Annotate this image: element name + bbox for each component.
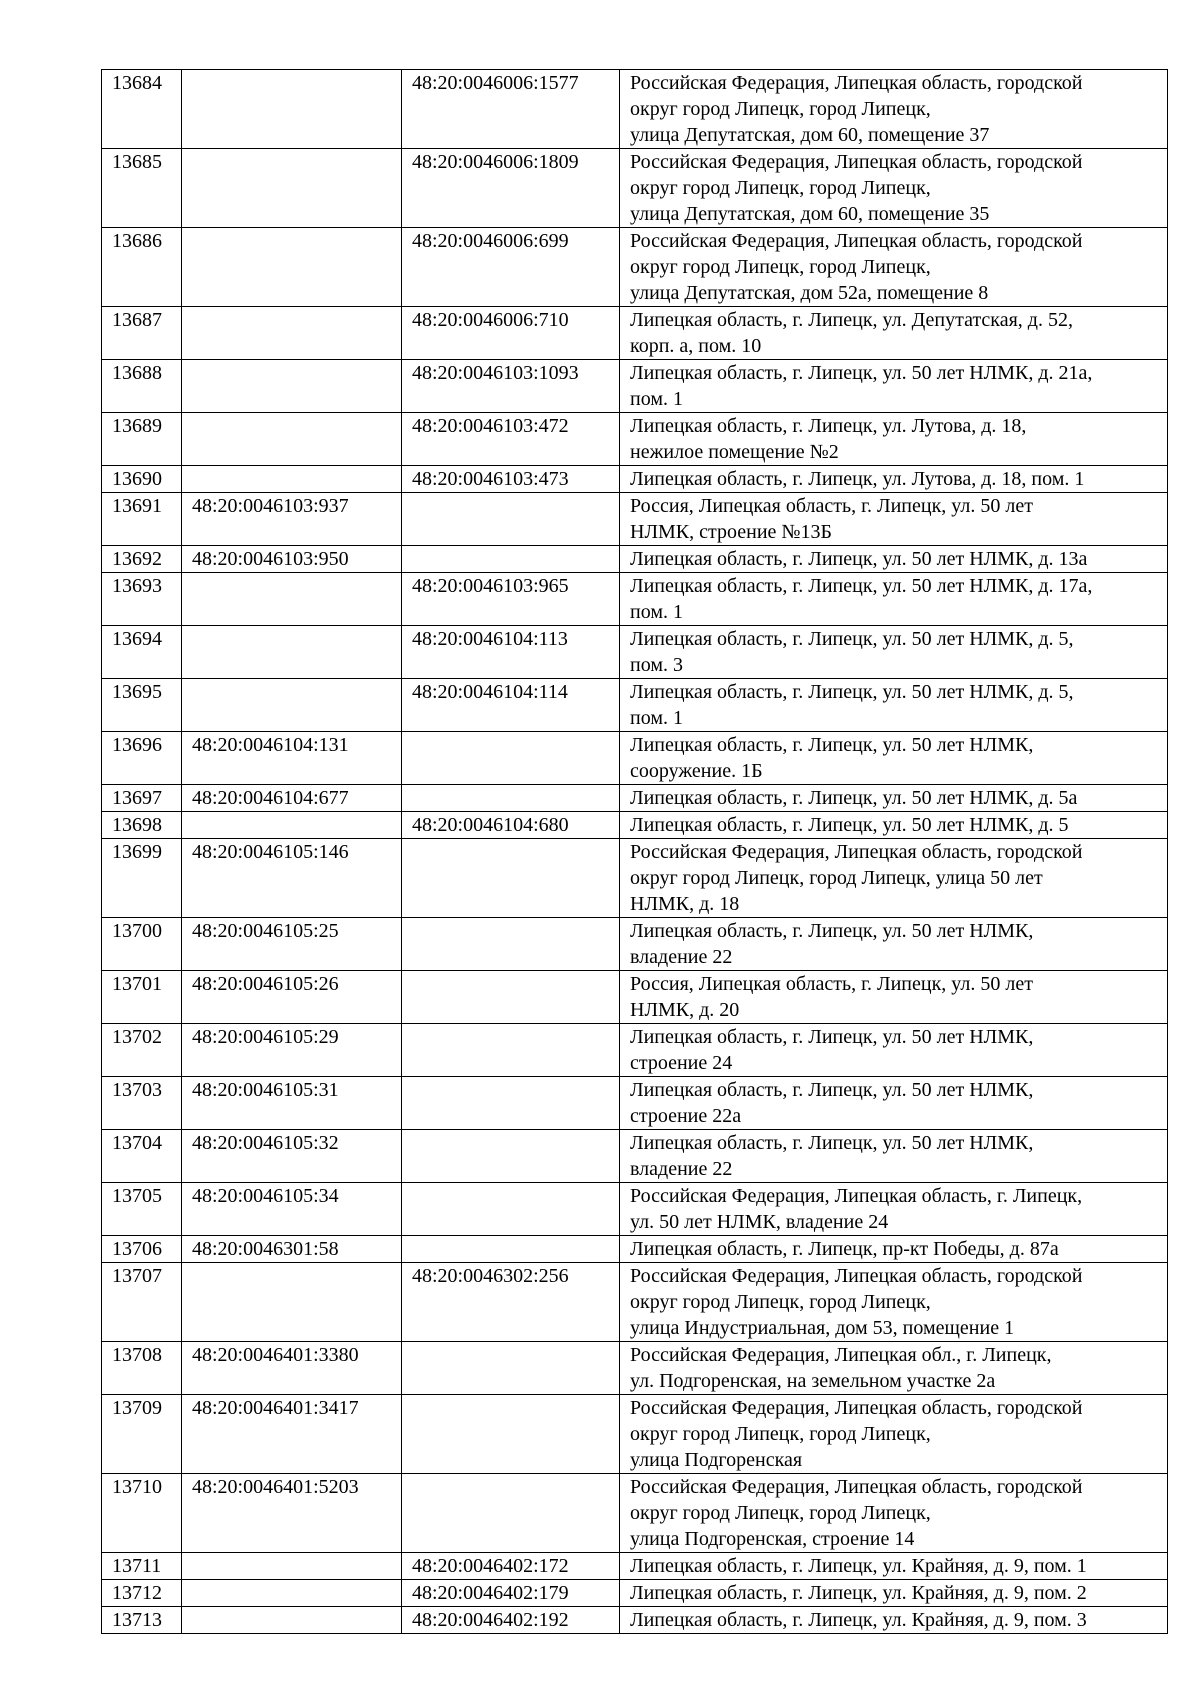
object-cadastral-number-cell: 48:20:0046104:680 (402, 812, 620, 839)
object-cadastral-number-cell: 48:20:0046006:710 (402, 307, 620, 360)
row-number-cell: 13689 (102, 413, 182, 466)
table-row (102, 1183, 1168, 1236)
row-number-cell: 13694 (102, 626, 182, 679)
row-number-cell: 13692 (102, 546, 182, 573)
land-cadastral-number-cell (182, 466, 402, 493)
land-cadastral-number-cell (182, 228, 402, 307)
object-cadastral-number-cell (402, 1342, 620, 1395)
object-cadastral-number-cell (402, 493, 620, 546)
land-cadastral-number-cell (182, 573, 402, 626)
address-cell: Липецкая область, г. Липецк, ул. Депутатская, д. 52, корп. а, пом. 10 (620, 307, 1168, 360)
object-cadastral-number-cell (402, 1183, 620, 1236)
object-cadastral-number-cell: 48:20:0046104:113 (402, 626, 620, 679)
row-number-cell: 13695 (102, 679, 182, 732)
row-number-cell: 13704 (102, 1130, 182, 1183)
table-row (102, 1130, 1168, 1183)
table-row (102, 732, 1168, 785)
object-cadastral-number-cell (402, 546, 620, 573)
land-cadastral-number-cell: 48:20:0046105:34 (182, 1183, 402, 1236)
object-cadastral-number-cell (402, 732, 620, 785)
land-cadastral-number-cell: 48:20:0046105:31 (182, 1077, 402, 1130)
address-cell: Российская Федерация, Липецкая область, городской округ город Липецк, город Липецк, улица Депутатская, дом 60, помещение 35 (620, 149, 1168, 228)
address-cell: Липецкая область, г. Липецк, ул. Лутова, д. 18, нежилое помещение №2 (620, 413, 1168, 466)
table-row (102, 1263, 1168, 1342)
address-cell: Липецкая область, г. Липецк, ул. 50 лет НЛМК, строение 24 (620, 1024, 1168, 1077)
land-cadastral-number-cell: 48:20:0046401:3417 (182, 1395, 402, 1474)
address-cell: Российская Федерация, Липецкая обл., г. Липецк, ул. Подгоренская, на земельном участке 2а (620, 1342, 1168, 1395)
table-row (102, 149, 1168, 228)
address-cell: Липецкая область, г. Липецк, ул. 50 лет НЛМК, владение 22 (620, 918, 1168, 971)
address-cell: Липецкая область, г. Липецк, ул. 50 лет НЛМК, сооружение. 1Б (620, 732, 1168, 785)
row-number-cell: 13699 (102, 839, 182, 918)
land-cadastral-number-cell (182, 149, 402, 228)
address-cell: Российская Федерация, Липецкая область, городской округ город Липецк, город Липецк, улица Депутатская, дом 52а, помещение 8 (620, 228, 1168, 307)
object-cadastral-number-cell (402, 839, 620, 918)
land-cadastral-number-cell: 48:20:0046104:131 (182, 732, 402, 785)
table-row (102, 1580, 1168, 1607)
table-row (102, 1024, 1168, 1077)
address-cell: Липецкая область, г. Липецк, ул. Крайняя, д. 9, пом. 3 (620, 1607, 1168, 1634)
row-number-cell: 13708 (102, 1342, 182, 1395)
land-cadastral-number-cell: 48:20:0046105:26 (182, 971, 402, 1024)
land-cadastral-number-cell (182, 307, 402, 360)
row-number-cell: 13701 (102, 971, 182, 1024)
land-cadastral-number-cell (182, 812, 402, 839)
table-row (102, 546, 1168, 573)
object-cadastral-number-cell: 48:20:0046006:1577 (402, 70, 620, 149)
object-cadastral-number-cell: 48:20:0046103:965 (402, 573, 620, 626)
table-row (102, 228, 1168, 307)
address-cell: Российская Федерация, Липецкая область, городской округ город Липецк, город Липецк, улица Подгоренская (620, 1395, 1168, 1474)
land-cadastral-number-cell (182, 70, 402, 149)
land-cadastral-number-cell: 48:20:0046401:5203 (182, 1474, 402, 1553)
table-row (102, 1236, 1168, 1263)
land-cadastral-number-cell (182, 360, 402, 413)
address-cell: Российская Федерация, Липецкая область, городской округ город Липецк, город Липецк, улица Депутатская, дом 60, помещение 37 (620, 70, 1168, 149)
land-cadastral-number-cell: 48:20:0046105:25 (182, 918, 402, 971)
address-cell: Липецкая область, г. Липецк, ул. Крайняя, д. 9, пом. 1 (620, 1553, 1168, 1580)
row-number-cell: 13710 (102, 1474, 182, 1553)
object-cadastral-number-cell: 48:20:0046103:1093 (402, 360, 620, 413)
land-cadastral-number-cell (182, 679, 402, 732)
address-cell: Российская Федерация, Липецкая область, городской округ город Липецк, город Липецк, улица Индустриальная, дом 53, помещение 1 (620, 1263, 1168, 1342)
row-number-cell: 13702 (102, 1024, 182, 1077)
address-cell: Липецкая область, г. Липецк, ул. 50 лет НЛМК, д. 5, пом. 3 (620, 626, 1168, 679)
row-number-cell: 13707 (102, 1263, 182, 1342)
land-cadastral-number-cell: 48:20:0046105:32 (182, 1130, 402, 1183)
row-number-cell: 13684 (102, 70, 182, 149)
table-row (102, 1077, 1168, 1130)
land-cadastral-number-cell (182, 1607, 402, 1634)
table-row (102, 626, 1168, 679)
object-cadastral-number-cell: 48:20:0046104:114 (402, 679, 620, 732)
land-cadastral-number-cell (182, 626, 402, 679)
address-cell: Липецкая область, г. Липецк, ул. 50 лет НЛМК, д. 5 (620, 812, 1168, 839)
table-row (102, 413, 1168, 466)
table-row (102, 1395, 1168, 1474)
row-number-cell: 13697 (102, 785, 182, 812)
table-row (102, 493, 1168, 546)
row-number-cell: 13700 (102, 918, 182, 971)
object-cadastral-number-cell (402, 918, 620, 971)
table-row (102, 971, 1168, 1024)
object-cadastral-number-cell: 48:20:0046402:192 (402, 1607, 620, 1634)
row-number-cell: 13687 (102, 307, 182, 360)
table-row (102, 812, 1168, 839)
row-number-cell: 13712 (102, 1580, 182, 1607)
land-cadastral-number-cell: 48:20:0046105:29 (182, 1024, 402, 1077)
object-cadastral-number-cell: 48:20:0046006:699 (402, 228, 620, 307)
land-cadastral-number-cell: 48:20:0046301:58 (182, 1236, 402, 1263)
row-number-cell: 13703 (102, 1077, 182, 1130)
address-cell: Липецкая область, г. Липецк, ул. Лутова, д. 18, пом. 1 (620, 466, 1168, 493)
object-cadastral-number-cell (402, 1395, 620, 1474)
table-row (102, 573, 1168, 626)
registry-table (101, 69, 1168, 1634)
table-row (102, 1342, 1168, 1395)
object-cadastral-number-cell (402, 1130, 620, 1183)
object-cadastral-number-cell: 48:20:0046006:1809 (402, 149, 620, 228)
row-number-cell: 13711 (102, 1553, 182, 1580)
object-cadastral-number-cell: 48:20:0046402:172 (402, 1553, 620, 1580)
object-cadastral-number-cell (402, 1474, 620, 1553)
row-number-cell: 13705 (102, 1183, 182, 1236)
table-row (102, 918, 1168, 971)
address-cell: Липецкая область, г. Липецк, ул. 50 лет НЛМК, строение 22а (620, 1077, 1168, 1130)
row-number-cell: 13698 (102, 812, 182, 839)
row-number-cell: 13688 (102, 360, 182, 413)
address-cell: Россия, Липецкая область, г. Липецк, ул. 50 лет НЛМК, д. 20 (620, 971, 1168, 1024)
land-cadastral-number-cell: 48:20:0046103:950 (182, 546, 402, 573)
object-cadastral-number-cell: 48:20:0046103:472 (402, 413, 620, 466)
land-cadastral-number-cell: 48:20:0046401:3380 (182, 1342, 402, 1395)
address-cell: Липецкая область, г. Липецк, ул. 50 лет НЛМК, д. 5, пом. 1 (620, 679, 1168, 732)
table-row (102, 785, 1168, 812)
land-cadastral-number-cell: 48:20:0046104:677 (182, 785, 402, 812)
table-row (102, 70, 1168, 149)
row-number-cell: 13690 (102, 466, 182, 493)
object-cadastral-number-cell (402, 971, 620, 1024)
address-cell: Липецкая область, г. Липецк, ул. 50 лет НЛМК, д. 21а, пом. 1 (620, 360, 1168, 413)
address-cell: Липецкая область, г. Липецк, ул. 50 лет НЛМК, д. 17а, пом. 1 (620, 573, 1168, 626)
address-cell: Липецкая область, г. Липецк, ул. 50 лет НЛМК, д. 5а (620, 785, 1168, 812)
object-cadastral-number-cell: 48:20:0046302:256 (402, 1263, 620, 1342)
land-cadastral-number-cell (182, 413, 402, 466)
address-cell: Липецкая область, г. Липецк, пр-кт Победы, д. 87а (620, 1236, 1168, 1263)
row-number-cell: 13691 (102, 493, 182, 546)
address-cell: Липецкая область, г. Липецк, ул. 50 лет НЛМК, владение 22 (620, 1130, 1168, 1183)
land-cadastral-number-cell: 48:20:0046105:146 (182, 839, 402, 918)
land-cadastral-number-cell (182, 1580, 402, 1607)
address-cell: Российская Федерация, Липецкая область, городской округ город Липецк, город Липецк, улица Подгоренская, строение 14 (620, 1474, 1168, 1553)
row-number-cell: 13696 (102, 732, 182, 785)
row-number-cell: 13713 (102, 1607, 182, 1634)
table-row (102, 679, 1168, 732)
object-cadastral-number-cell (402, 1077, 620, 1130)
address-cell: Липецкая область, г. Липецк, ул. Крайняя, д. 9, пом. 2 (620, 1580, 1168, 1607)
row-number-cell: 13706 (102, 1236, 182, 1263)
land-cadastral-number-cell (182, 1263, 402, 1342)
row-number-cell: 13693 (102, 573, 182, 626)
row-number-cell: 13686 (102, 228, 182, 307)
object-cadastral-number-cell: 48:20:0046103:473 (402, 466, 620, 493)
row-number-cell: 13685 (102, 149, 182, 228)
row-number-cell: 13709 (102, 1395, 182, 1474)
table-row (102, 1607, 1168, 1634)
land-cadastral-number-cell: 48:20:0046103:937 (182, 493, 402, 546)
table-row (102, 466, 1168, 493)
address-cell: Российская Федерация, Липецкая область, г. Липецк, ул. 50 лет НЛМК, владение 24 (620, 1183, 1168, 1236)
object-cadastral-number-cell (402, 1236, 620, 1263)
table-row (102, 1474, 1168, 1553)
address-cell: Российская Федерация, Липецкая область, городской округ город Липецк, город Липецк, улица 50 лет НЛМК, д. 18 (620, 839, 1168, 918)
object-cadastral-number-cell (402, 785, 620, 812)
table-row (102, 1553, 1168, 1580)
object-cadastral-number-cell: 48:20:0046402:179 (402, 1580, 620, 1607)
land-cadastral-number-cell (182, 1553, 402, 1580)
address-cell: Россия, Липецкая область, г. Липецк, ул. 50 лет НЛМК, строение №13Б (620, 493, 1168, 546)
table-row (102, 307, 1168, 360)
object-cadastral-number-cell (402, 1024, 620, 1077)
registry-table-body (102, 70, 1168, 1634)
address-cell: Липецкая область, г. Липецк, ул. 50 лет НЛМК, д. 13а (620, 546, 1168, 573)
table-row (102, 360, 1168, 413)
table-row (102, 839, 1168, 918)
